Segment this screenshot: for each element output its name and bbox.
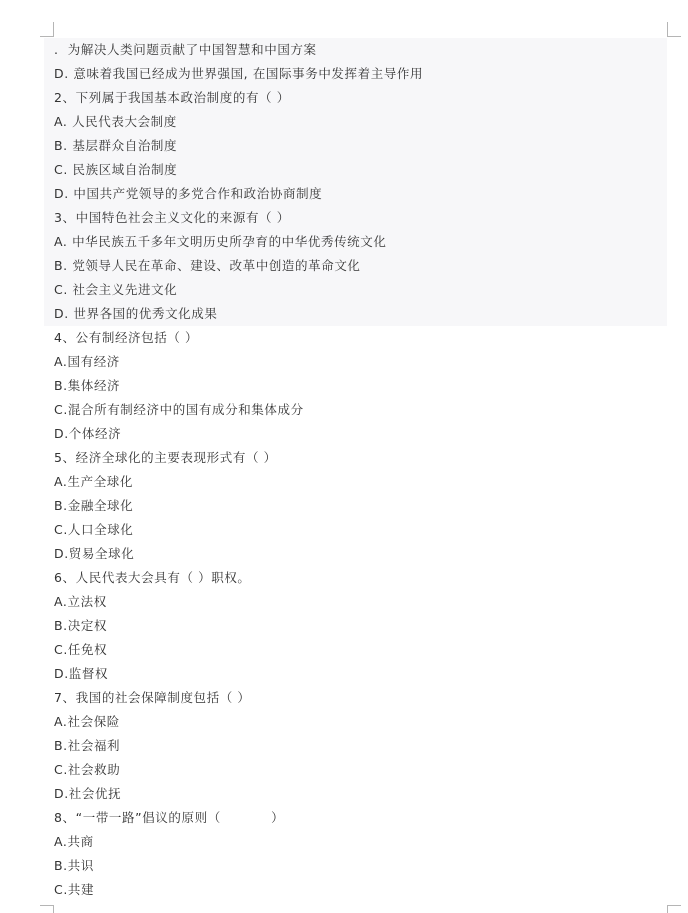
option-line: B. 党领导人民在革命、建设、改革中创造的革命文化: [54, 258, 361, 273]
option-line: C.共建: [54, 882, 95, 897]
option-line: A. 中华民族五千多年文明历史所孕育的中华优秀传统文化: [54, 234, 387, 249]
option-line: C.任免权: [54, 642, 108, 657]
option-line: A.国有经济: [54, 354, 120, 369]
option-line: D.社会优抚: [54, 786, 122, 801]
corner-mark-top-right: [667, 22, 681, 37]
option-line: D. 中国共产党领导的多党合作和政治协商制度: [54, 186, 323, 201]
option-line: B.集体经济: [54, 378, 121, 393]
question-line: 8、“一带一路”倡议的原则（ ）: [54, 810, 285, 825]
option-line: C. 民族区域自治制度: [54, 162, 178, 177]
option-line: B. 基层群众自治制度: [54, 138, 178, 153]
option-line: D.监督权: [54, 666, 109, 681]
option-line: B.共识: [54, 858, 94, 873]
option-line: A.生产全球化: [54, 474, 134, 489]
option-line: A.共商: [54, 834, 94, 849]
document-body: [54, 38, 674, 902]
option-line: D. 世界各国的优秀文化成果: [54, 306, 218, 321]
option-line: B.社会福利: [54, 738, 121, 753]
option-line: D.贸易全球化: [54, 546, 135, 561]
question-line: 4、公有制经济包括（ ）: [54, 330, 199, 345]
text-line: . 为解决人类问题贡献了中国智慧和中国方案: [54, 42, 317, 57]
option-line: A. 人民代表大会制度: [54, 114, 177, 129]
corner-mark-top-left: [40, 22, 54, 37]
option-line: B.金融全球化: [54, 498, 134, 513]
option-line: A.社会保险: [54, 714, 120, 729]
question-line: 2、下列属于我国基本政治制度的有（ ）: [54, 90, 290, 105]
option-line: C. 社会主义先进文化: [54, 282, 178, 297]
option-line: C.人口全球化: [54, 522, 134, 537]
option-line: A.立法权: [54, 594, 107, 609]
option-line: D.个体经济: [54, 426, 122, 441]
question-line: 6、人民代表大会具有（ ）职权。: [54, 570, 251, 585]
option-line: B.决定权: [54, 618, 108, 633]
question-line: 3、中国特色社会主义文化的来源有（ ）: [54, 210, 290, 225]
text-line: D. 意味着我国已经成为世界强国, 在国际事务中发挥着主导作用: [54, 66, 424, 81]
question-line: 7、我国的社会保障制度包括（ ）: [54, 690, 251, 705]
option-line: C.社会救助: [54, 762, 121, 777]
question-line: 5、经济全球化的主要表现形式有（ ）: [54, 450, 277, 465]
option-line: C.混合所有制经济中的国有成分和集体成分: [54, 402, 304, 417]
